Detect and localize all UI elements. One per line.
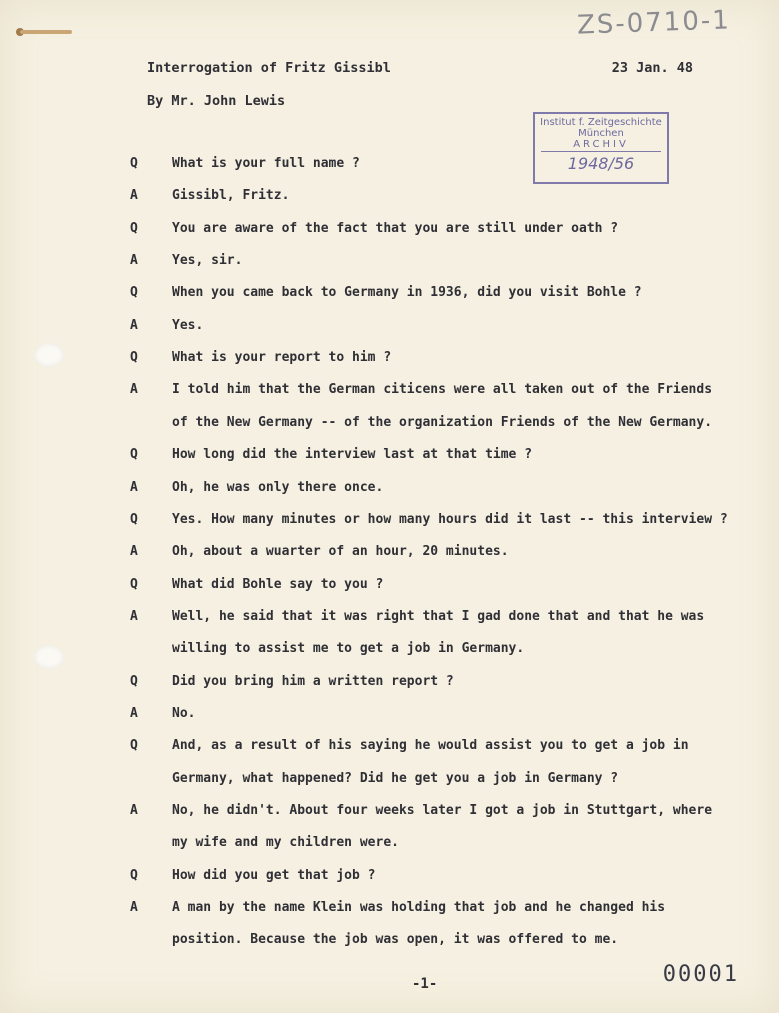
document-date: 23 Jan. 48 (611, 60, 693, 76)
document-number: 00001 (662, 962, 739, 987)
speaker-label: A (130, 480, 138, 495)
speaker-label: Q (130, 285, 138, 300)
transcript-line: Yes, sir. (172, 253, 243, 268)
speaker-label: A (130, 253, 138, 268)
stamp-city: München (578, 128, 624, 139)
transcript-line: You are aware of the fact that you are still under oath ? (172, 221, 619, 236)
transcript-line: No, he didn't. About four weeks later I got a job in Stuttgart, where (172, 803, 713, 818)
speaker-label: Q (130, 674, 138, 689)
speaker-label: Q (130, 738, 138, 753)
transcript-line: Gissibl, Fritz. (172, 188, 290, 203)
speaker-label: Q (130, 868, 138, 883)
speaker-label: Q (130, 156, 138, 171)
archive-reference-number: ZS-0710-1 (576, 5, 732, 41)
stamp-institute: Institut f. Zeitgeschichte (540, 117, 662, 128)
archive-stamp (533, 112, 669, 184)
transcript-line: willing to assist me to get a job in Germany. (172, 641, 525, 656)
transcript-line: What is your full name ? (172, 156, 360, 171)
speaker-label: Q (130, 350, 138, 365)
speaker-label: Q (130, 447, 138, 462)
transcript-line: Did you bring him a written report ? (172, 674, 454, 689)
staple-wire (20, 30, 72, 34)
transcript-line: I told him that the German citicens were all taken out of the Friends (172, 382, 713, 397)
speaker-label: A (130, 803, 138, 818)
transcript-line: Oh, about a wuarter of an hour, 20 minutes. (172, 544, 509, 559)
transcript-line: No. (172, 706, 196, 721)
speaker-label: A (130, 544, 138, 559)
transcript-line: Yes. How many minutes or how many hours did it last -- this interview ? (172, 512, 728, 527)
transcript-line: of the New Germany -- of the organization Friends of the New Germany. (172, 415, 713, 430)
speaker-label: Q (130, 221, 138, 236)
punch-hole (34, 645, 64, 669)
transcript-line: How long did the interview last at that time ? (172, 447, 533, 462)
transcript-line: Well, he said that it was right that I gad done that and that he was (172, 609, 705, 624)
speaker-label: A (130, 706, 138, 721)
interrogator-line: By Mr. John Lewis (147, 93, 286, 109)
transcript-line: my wife and my children were. (172, 835, 399, 850)
transcript-line: What did Bohle say to you ? (172, 577, 384, 592)
transcript-line: A man by the name Klein was holding that job and he changed his (172, 900, 666, 915)
speaker-label: A (130, 382, 138, 397)
stamp-archive-label: ARCHIV (541, 139, 661, 152)
transcript-line: When you came back to Germany in 1936, did you visit Bohle ? (172, 285, 642, 300)
transcript-line: What is your report to him ? (172, 350, 392, 365)
transcript-line: position. Because the job was open, it was offered to me. (172, 932, 619, 947)
speaker-label: A (130, 188, 138, 203)
speaker-label: A (130, 900, 138, 915)
punch-hole (34, 343, 64, 367)
speaker-label: Q (130, 512, 138, 527)
document-title: Interrogation of Fritz Gissibl (147, 60, 391, 76)
transcript-line: Yes. (172, 318, 204, 333)
speaker-label: A (130, 318, 138, 333)
transcript-line: Germany, what happened? Did he get you a job in Germany ? (172, 771, 619, 786)
speaker-label: Q (130, 577, 138, 592)
transcript-line: Oh, he was only there once. (172, 480, 384, 495)
transcript-line: How did you get that job ? (172, 868, 376, 883)
stamp-number: 1948/56 (567, 154, 635, 173)
page-number: -1- (412, 976, 438, 992)
speaker-label: A (130, 609, 138, 624)
transcript-line: And, as a result of his saying he would assist you to get a job in (172, 738, 689, 753)
